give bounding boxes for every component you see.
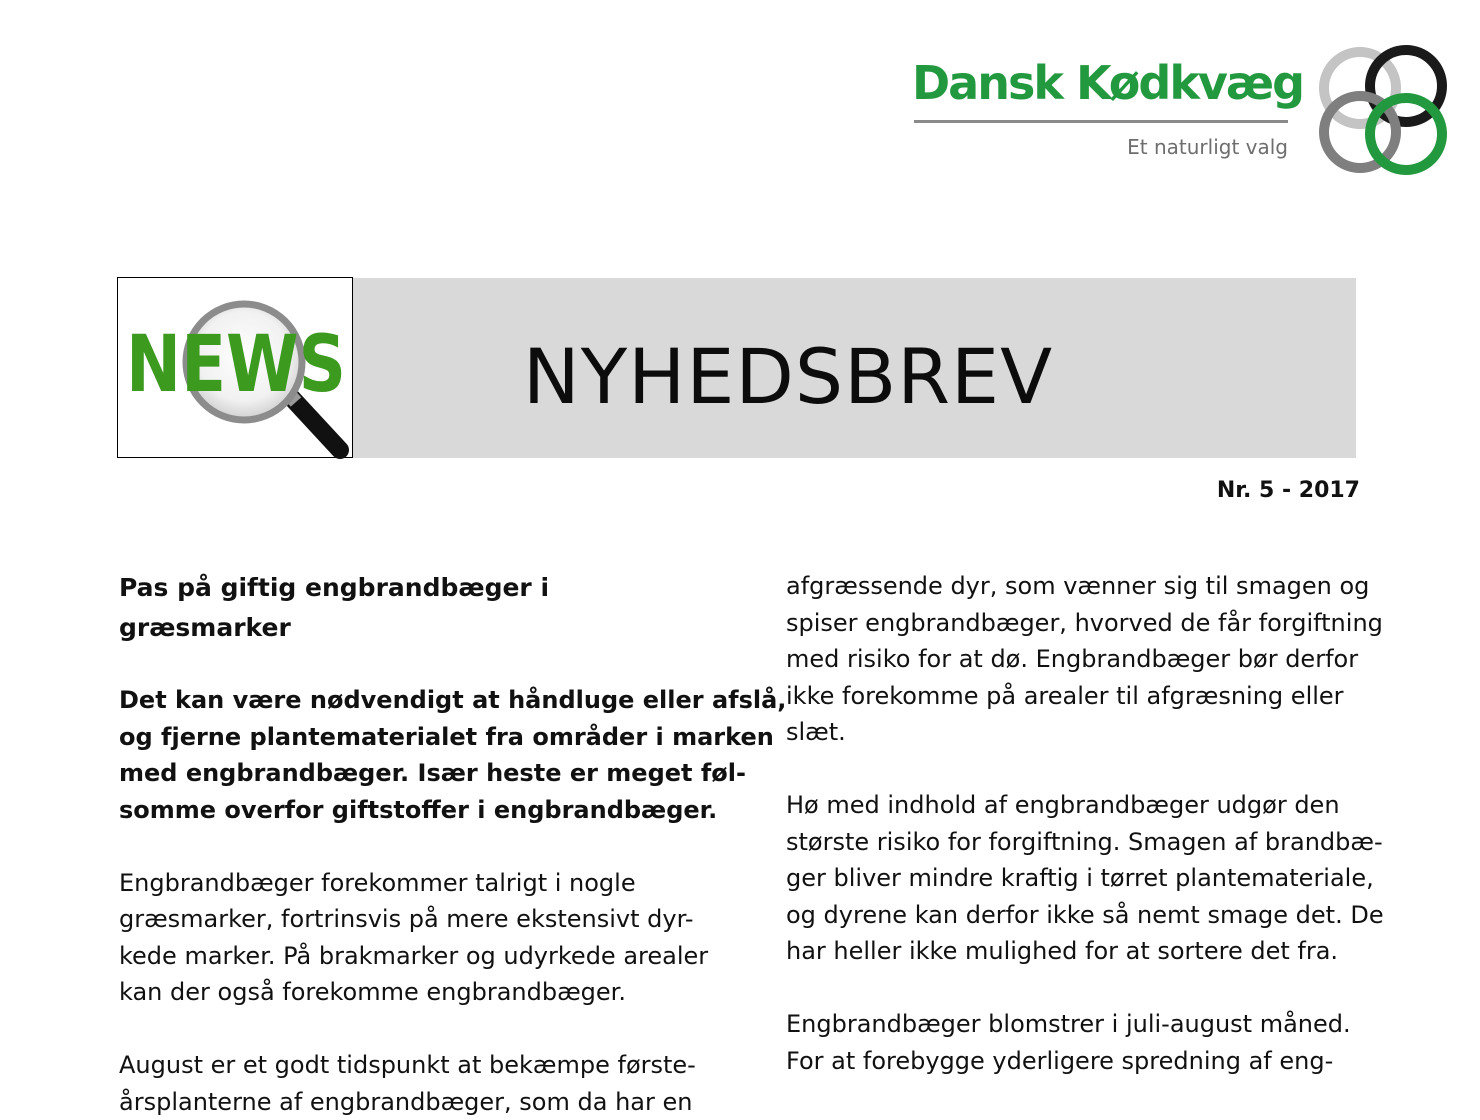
text-line: med risiko for at dø. Engbrandbæger bør derfor [786,641,1376,678]
article-paragraph [786,568,1376,751]
text-line: kede marker. På brakmarker og udyrkede arealer [119,938,709,975]
text-line: årsplanterne af engbrandbæger, som da har en [119,1084,709,1120]
text-line: største risiko for forgiftning. Smagen af brandbæ- [786,824,1376,861]
text-line: Engbrandbæger blomstrer i juli-august måned. [786,1006,1376,1043]
text-line: For at forebygge yderligere spredning af eng- [786,1043,1376,1080]
text-line: Engbrandbæger forekommer talrigt i nogle [119,865,709,902]
text-line: og fjerne plantematerialet fra områder i marken [119,719,709,756]
text-line: ger bliver mindre kraftig i tørret plantemateriale, [786,860,1376,897]
text-line: ikke forekomme på arealer til afgræsning eller [786,678,1376,715]
page-title: NYHEDSBREV [353,332,1223,422]
article-paragraph [119,1047,709,1120]
article-paragraph [119,865,709,1011]
text-line: græsmarker, fortrinsvis på mere ekstensivt dyr- [119,901,709,938]
text-line: og dyrene kan derfor ikke så nemt smage det. De [786,897,1376,934]
article-left-column [119,568,709,1120]
news-image [117,277,353,458]
text-line: spiser engbrandbæger, hvorved de får forgiftning [786,605,1376,642]
text-line: har heller ikke mulighed for at sortere det fra. [786,933,1376,970]
text-line: med engbrandbæger. Især heste er meget føl- [119,755,709,792]
text-line: slæt. [786,714,1376,751]
text-line: Det kan være nødvendigt at håndluge eller afslå, [119,682,709,719]
article-lead-paragraph [119,682,709,828]
article-headline: Pas på giftig engbrandbæger i græsmarker [119,568,709,648]
text-line: August er et godt tidspunkt at bekæmpe første- [119,1047,709,1084]
article-right-column [786,568,1376,1079]
magnifying-glass-icon [118,278,352,457]
article-paragraph [786,787,1376,970]
article-paragraph [786,1006,1376,1079]
issue-number: Nr. 5 - 2017 [1217,476,1360,506]
text-line: somme overfor giftstoffer i engbrandbæger. [119,792,709,829]
brand-name: Dansk Kødkvæg [912,52,1292,114]
brand-tagline: Et naturligt valg [1127,132,1288,162]
newsletter-banner [353,278,1356,458]
text-line: Hø med indhold af engbrandbæger udgør den [786,787,1376,824]
text-line: afgræssende dyr, som vænner sig til smagen og [786,568,1376,605]
text-line: kan der også forekomme engbrandbæger. [119,974,709,1011]
news-image-text: NEWS [126,320,346,410]
brand-divider [914,120,1288,123]
interlocking-rings-logo-icon [1312,40,1452,180]
